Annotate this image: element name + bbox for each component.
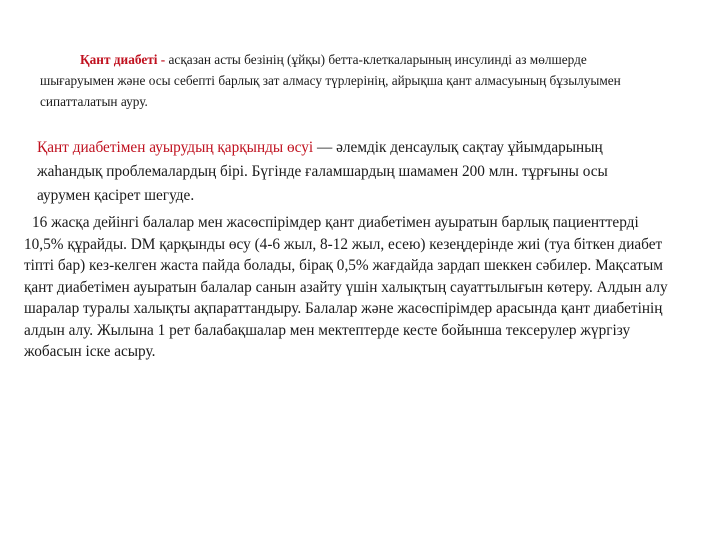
growth-text: — әлемдік денсаулық сақтау ұйымдарының жаһандық проблемалардың бірі. Бүгінде ғаламшардың шамамен 200 млн. тұрғыны осы аурумен қасірет шегуде. — [37, 139, 608, 204]
children-stats-text: 16 жасқа дейінгі балалар мен жасөспірімдер қант диабетімен ауыратын барлық пациенттерді 10,5% құрайды. DM қарқынды өсу (4-6 жыл, 8-12 жыл, есею) кезеңдерінде жиі (туа біткен диабет тіпті бар) кез-келген жаста пайда болады, бірақ 0,5% жағдайда зардап шеккен сәбилер. — [24, 214, 663, 274]
aim-text: Мақсатым қант диабетімен ауыратын балалар санын азайту үшін халықтың сауаттылығын көтеру. Алдын алу шаралар туралы халықты ақпараттандыру. Балалар және жасөспірімдер арасында қант диабетінің алдын алу. Жылына 1 рет балабақшалар мен мектептерде кесте бойынша тексерулер жүргізу жобасын іске асыру. — [24, 257, 668, 360]
definition-paragraph — [40, 49, 640, 112]
growth-paragraph — [37, 136, 647, 208]
children-paragraph — [24, 212, 674, 363]
definition-term: Қант диабеті - — [80, 52, 166, 67]
growth-lead: Қант диабетімен ауырудың қарқынды өсуі — [37, 139, 314, 156]
definition-text: асқазан асты безінің (ұйқы) бетта-клеткаларының инсулинді аз мөлшерде шығаруымен және осы себепті барлық зат алмасу түрлерінің, айрықша қант алмасуының бұзылуымен сипатталатын ауру. — [40, 52, 621, 109]
